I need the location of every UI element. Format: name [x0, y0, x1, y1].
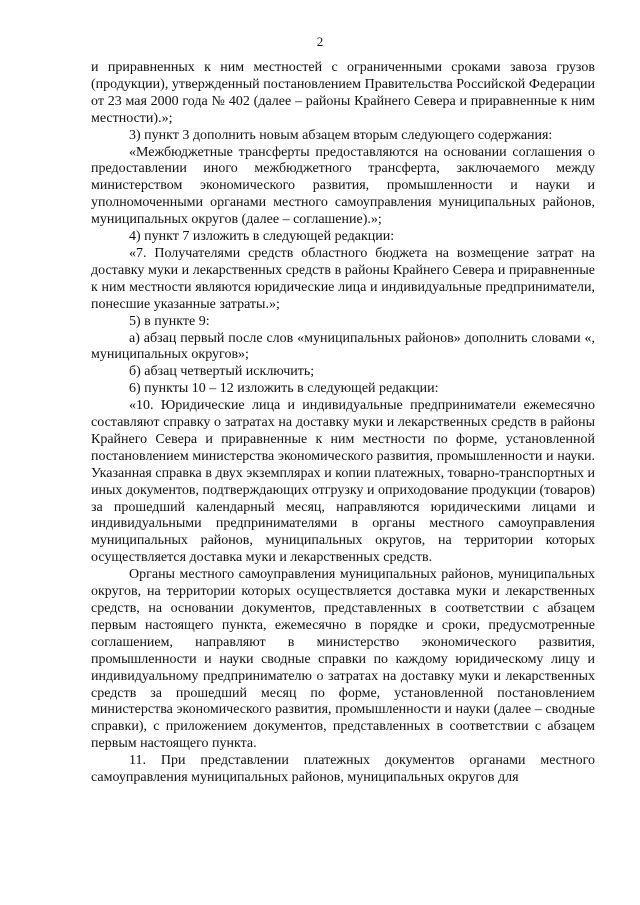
page-number: 2 [316, 34, 324, 49]
paragraph: а) абзац первый после слов «муниципальных районов» дополнить словами «, муниципальных округов»; [91, 330, 595, 363]
paragraph: «10. Юридические лица и индивидуальные предприниматели ежемесячно составляют справку о затратах на доставку муки и лекарственных средств в районы Крайнего Севера и приравненные к ним местности по форме, установленной постановлением министерства экономического развития, промышленности и науки. Указанная справка в двух экземплярах и копии платежных, товарно-транспортных и иных документов, подтверждающих отгрузку и оприходование продукции (товаров) за прошедший календарный месяц, направляются юридическими лицами и индивидуальными предпринимателями в органы местного самоуправления муниципальных районов, муниципальных округов, на территории которых осуществляется доставка муки и лекарственных средств. [91, 398, 595, 566]
paragraph: 5) в пункте 9: [129, 313, 210, 329]
paragraph: 6) пункты 10 – 12 изложить в следующей редакции: [129, 381, 439, 397]
paragraph: б) абзац четвертый исключить; [129, 364, 315, 380]
paragraph: «Межбюджетные трансферты предоставляются на основании соглашения о предоставлении иного межбюджетного трансферта, заключаемого между министерством экономического развития, промышленности и науки и уполномоченными органами местного самоуправления муниципальных районов, муниципальных округов (далее – соглашение).»; [91, 144, 595, 228]
document-body [91, 60, 595, 787]
paragraph: 11. При представлении платежных документов органами местного самоуправления муниципальных районов, муниципальных округов для [91, 753, 595, 786]
paragraph: и приравненных к ним местностей с ограниченными сроками завоза грузов (продукции), утвержденный постановлением Правительства Российской Федерации от 23 мая 2000 года № 402 (далее – районы Крайнего Севера и приравненные к ним местности).»; [91, 60, 595, 126]
paragraph: «7. Получателями средств областного бюджета на возмещение затрат на доставку муки и лекарственных средств в районы Крайнего Севера и приравненные к ним местности являются юридические лица и индивидуальные предприниматели, понесшие указанные затраты.»; [91, 245, 595, 312]
paragraph: 4) пункт 7 изложить в следующей редакции: [129, 229, 395, 245]
paragraph: Органы местного самоуправления муниципальных районов, муниципальных округов, на территории которых осуществляется доставка муки и лекарственных средств, на основании документов, представленных в соответствии с абзацем первым настоящего пункта, ежемесячно в порядке и сроки, предусмотренные соглашением, направляют в министерство экономического развития, промышленности и науки сводные справки по каждому юридическому лицу и индивидуальному предпринимателю о затратах на доставку муки и лекарственных средств за прошедший месяц по форме, установленной постановлением министерства экономического развития, промышленности и науки (далее – сводные справки), с приложением документов, представленных в соответствии с абзацем первым настоящего пункта. [91, 567, 595, 752]
paragraph: 3) пункт 3 дополнить новым абзацем вторым следующего содержания: [129, 127, 553, 143]
